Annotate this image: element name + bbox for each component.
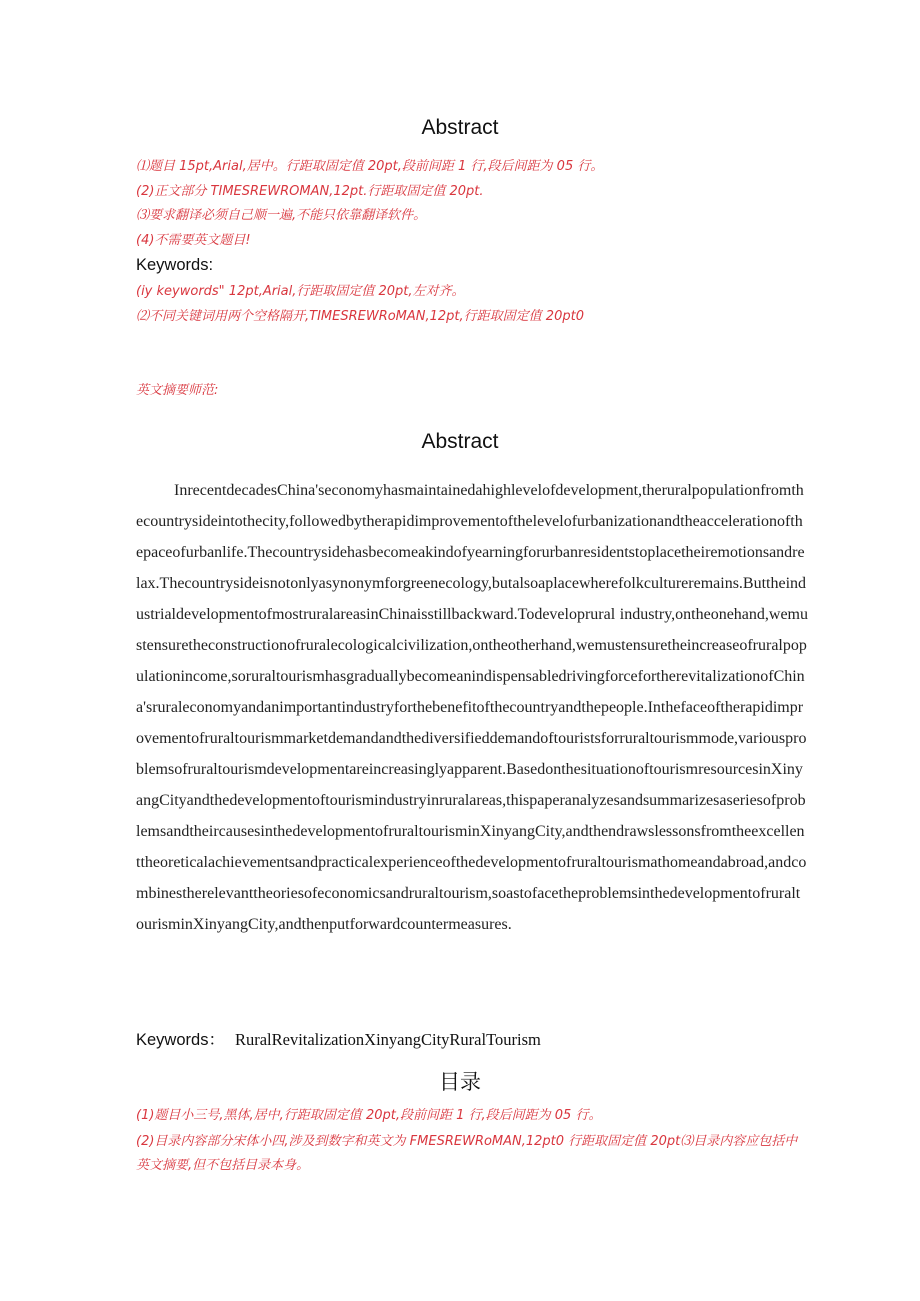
abstract-heading-2: Abstract bbox=[421, 430, 499, 453]
format-note-3: ⑶要求翻译必须自己顺一遍,不能只依靠翻译软件。 bbox=[136, 208, 427, 223]
format-note-1: ⑴题目 15pt,Arial,居中。行距取固定值 20pt,段前间距 1 行,段后间距为 05 行。 bbox=[136, 159, 604, 174]
sample-label: 英文摘要师范: bbox=[136, 383, 219, 398]
keyword-note-2: ⑵不同关键词用两个空格隔开,TIMESREWRoMAN,12pt,行距取固定值 20pt0 bbox=[136, 309, 584, 324]
abstract-body: InrecentdecadesChina'seconomyhasmaintainedahighlevelofdevelopment,theruralpopulationfromthecountrysideintothecity,followedbytherapidimprovementofthelevelofurbanizationandtheaccelerationofthepaceofurbanlife.Thecountrysidehasbecomeakindofyearningforurbanresidentstoplacetheiremotionsandrelax.Thecountrysideisnotonlyasynonymforgreenecology,butalsoaplacewherefolkcultureremains.ButtheindustrialdevelopmentofmostruralareasinChinaisstillbackward.Todeveloprural industry,ontheonehand,wemustensuretheconstructionofruralecologicalcivilization,ontheotherhand,wemustensuretheincreaseofruralpopulationincome,soruraltourismhasgraduallybecomeanindispensabledrivingforcefortherevitalizationofChina'sruraleconomyandanimportantindustryforthebenefitofthecountryandthepeople.Inthefaceoftherapidimprovementofruraltourismmarketdemandandthediversifieddemandoftouristsforruraltourismmode,variousproblemsofruraltourismdevelopmentareincreasinglyapparent.BasedonthesituationoftourismresourcesinXinyangCityandthedevelopmentoftourismindustryinruralareas,thispaperanalyzesandsummarizesaseriesofproblemsandtheircausesinthedevelopmentofruraltourisminXinyangCity,andthendrawslessonsfromtheexcellenttheoreticalachievementsandpracticalexperienceofthedevelopmentofruraltourismathomeandabroad,andcombinestherelevanttheoriesofeconomicsandruraltourism,soastofacetheproblemsinthedevelopmentofruraltourisminXinyangCity,andthenputforwardcountermeasures. bbox=[136, 482, 808, 933]
keywords-label: Keywords： bbox=[136, 1031, 225, 1049]
toc-note-1: (1)题目小三号,黑体,居中,行距取固定值 20pt,段前间距 1 行,段后间距为 05 行。 bbox=[136, 1108, 602, 1123]
keywords-heading-1: Keywords: bbox=[136, 256, 214, 274]
format-note-4: (4)不需要英文题目! bbox=[136, 233, 251, 248]
abstract-heading-1: Abstract bbox=[421, 116, 499, 139]
toc-heading: 目录 bbox=[439, 1071, 481, 1094]
keywords-value: RuralRevitalizationXinyangCityRuralTourism bbox=[234, 1030, 541, 1049]
toc-note-2: (2)目录内容部分宋体小四,涉及到数字和英文为 FMESREWRoMAN,12pt0 行距取固定值 20pt⑶目录内容应包括中英文摘要,但不包括目录本身。 bbox=[136, 1134, 798, 1173]
keyword-note-1: (iy keywords" 12pt,Arial,行距取固定值 20pt,左对齐。 bbox=[136, 284, 465, 299]
keywords-line bbox=[136, 1026, 541, 1050]
format-note-2: (2)正文部分 TIMESREWROMAN,12pt.行距取固定值 20pt. bbox=[136, 184, 484, 199]
